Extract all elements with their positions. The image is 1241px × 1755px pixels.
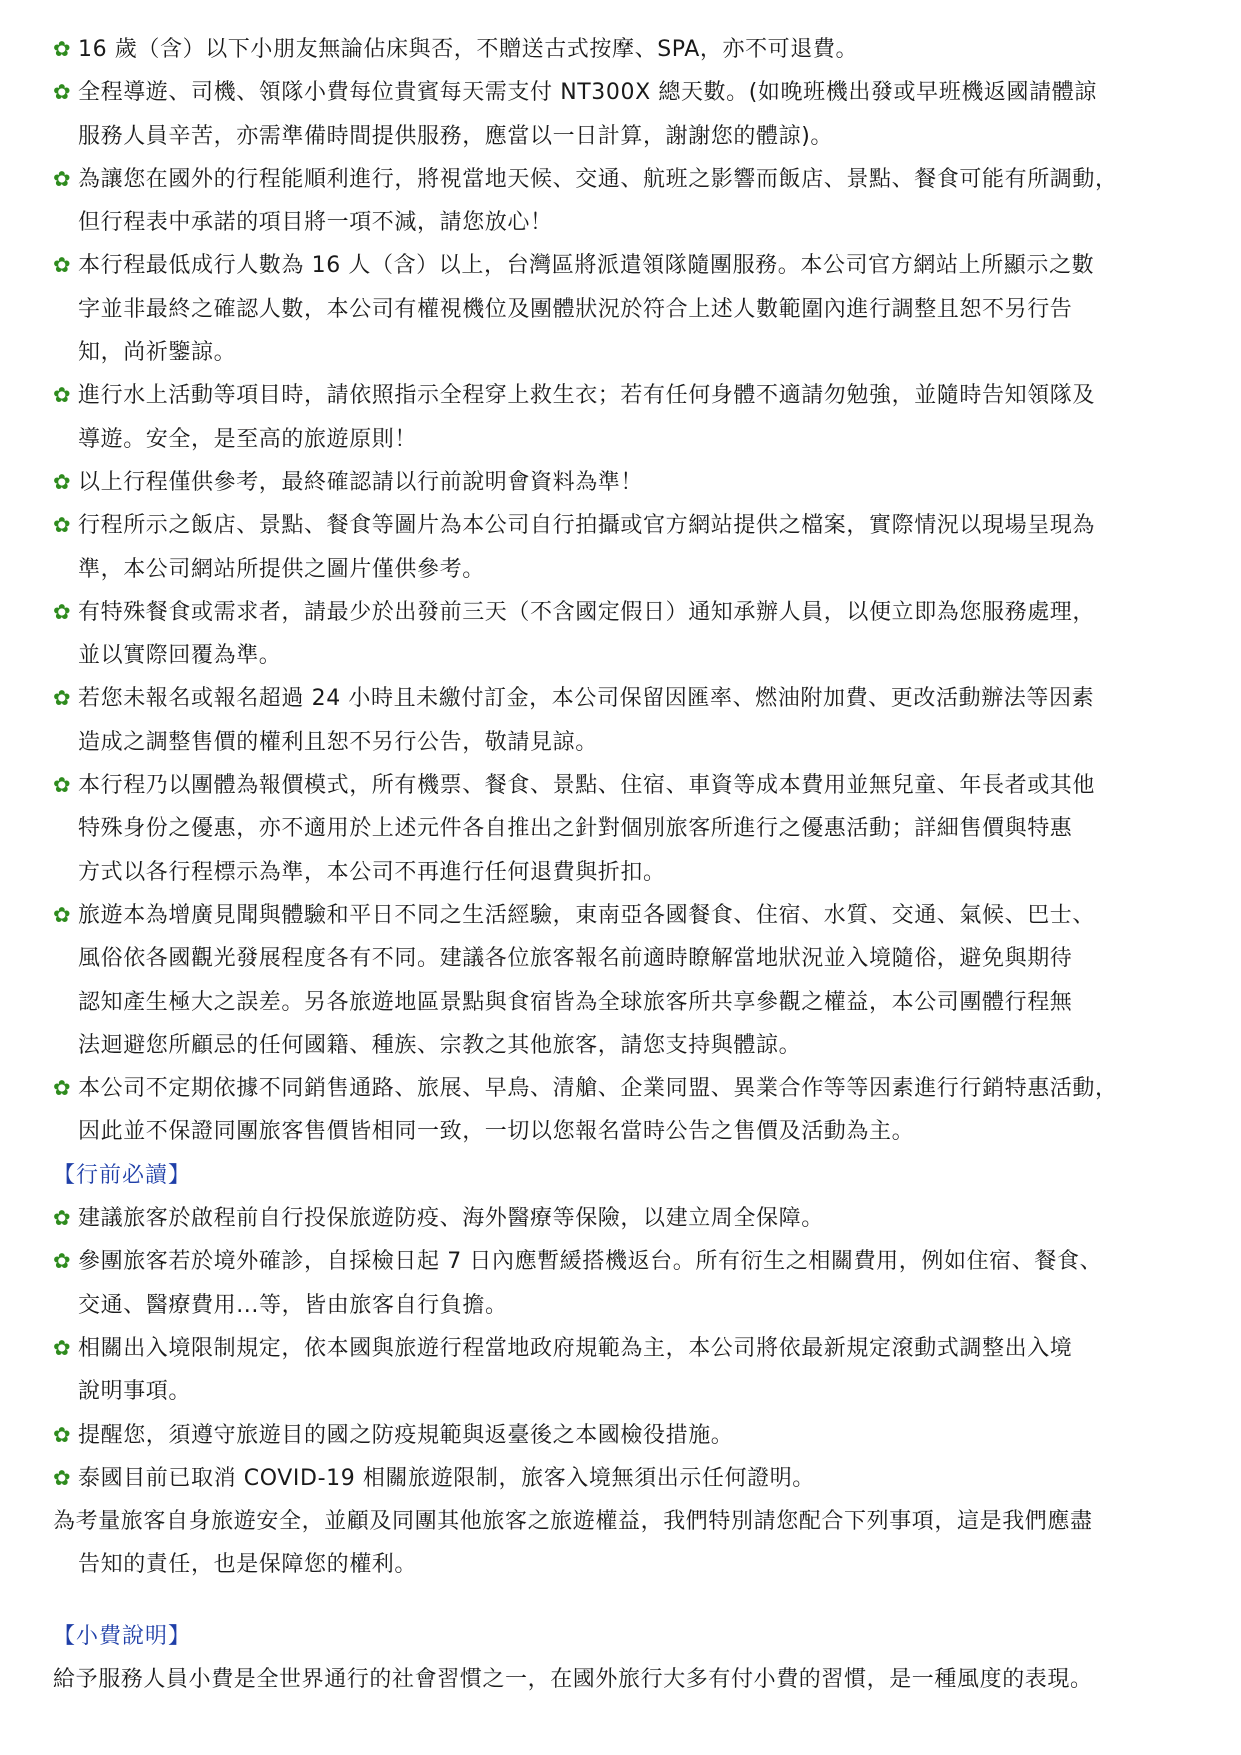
flower-bullet-icon: ✿ (53, 686, 71, 711)
notes-list (53, 28, 1193, 1154)
list-item: ✿ 旅遊本為增廣見聞與體驗和平日不同之生活經驗，東南亞各國餐食、住宿、水質、交通、氣候、巴士、 風俗依各國觀光發展程度各有不同。建議各位旅客報名前適時瞭解當地狀況並入境隨俗，避免與期待 認知產生極大之誤差。另各旅遊地區景點與食宿皆為全球旅客所共享參觀之權益，本公司團體行程無 法迴避您所顧忌的任何國籍、種族、宗教之其他旅客，請您支持與體諒。 (53, 894, 1193, 1067)
list-item: ✿ 本行程最低成行人數為 16 人（含）以上，台灣區將派遣領隊隨團服務。本公司官方網站上所顯示之數 字並非最終之確認人數，本公司有權視機位及團體狀況於符合上述人數範圍內進行調整且恕不另行告 知，尚祈鑒諒。 (53, 244, 1193, 374)
pre-departure-list (53, 1197, 1193, 1500)
flower-bullet-icon: ✿ (53, 1335, 71, 1360)
list-item: ✿ 提醒您，須遵守旅遊目的國之防疫規範與返臺後之本國檢役措施。 (53, 1414, 1193, 1457)
list-item: ✿ 16 歲（含）以下小朋友無論佔床與否，不贈送古式按摩、SPA，亦不可退費。 (53, 28, 1193, 71)
list-item: ✿ 參團旅客若於境外確診，自採檢日起 7 日內應暫緩搭機返台。所有衍生之相關費用，例如住宿、餐食、 交通、醫療費用...等，皆由旅客自行負擔。 (53, 1240, 1193, 1327)
flower-bullet-icon: ✿ (53, 599, 71, 624)
list-item: ✿ 泰國目前已取消 COVID-19 相關旅遊限制，旅客入境無須出示任何證明。 (53, 1457, 1193, 1500)
spacer (53, 1587, 1193, 1615)
list-item: ✿ 為讓您在國外的行程能順利進行，將視當地天候、交通、航班之影響而飯店、景點、餐食可能有所調動， 但行程表中承諾的項目將一項不減，請您放心！ (53, 158, 1193, 245)
tips-paragraph: 給予服務人員小費是全世界通行的社會習慣之一，在國外旅行大多有付小費的習慣，是一種風度的表現。 (53, 1666, 1093, 1692)
flower-bullet-icon: ✿ (53, 902, 71, 927)
flower-bullet-icon: ✿ (53, 1465, 71, 1490)
list-item: ✿ 有特殊餐食或需求者，請最少於出發前三天（不含國定假日）通知承辦人員，以便立即為您服務處理， 並以實際回覆為準。 (53, 591, 1193, 678)
flower-bullet-icon: ✿ (53, 513, 71, 538)
flower-bullet-icon: ✿ (53, 1249, 71, 1274)
flower-bullet-icon: ✿ (53, 383, 71, 408)
flower-bullet-icon: ✿ (53, 469, 71, 494)
list-item: ✿ 以上行程僅供參考，最終確認請以行前說明會資料為準！ (53, 461, 1193, 504)
flower-bullet-icon: ✿ (53, 166, 71, 191)
flower-bullet-icon: ✿ (53, 1206, 71, 1231)
list-item: ✿ 全程導遊、司機、領隊小費每位貴賓每天需支付 NT300X 總天數。(如晚班機出發或早班機返國請體諒 服務人員辛苦，亦需準備時間提供服務，應當以一日計算，謝謝您的體諒)。 (53, 71, 1193, 158)
list-item: ✿ 建議旅客於啟程前自行投保旅遊防疫、海外醫療等保險，以建立周全保障。 (53, 1197, 1193, 1240)
list-item: ✿ 相關出入境限制規定，依本國與旅遊行程當地政府規範為主，本公司將依最新規定滾動式調整出入境 說明事項。 (53, 1327, 1193, 1414)
list-item: ✿ 若您未報名或報名超過 24 小時且未繳付訂金，本公司保留因匯率、燃油附加費、更改活動辦法等因素 造成之調整售價的權利且恕不另行公告，敬請見諒。 (53, 677, 1193, 764)
list-item: ✿ 進行水上活動等項目時，請依照指示全程穿上救生衣；若有任何身體不適請勿勉強，並隨時告知領隊及 導遊。安全，是至高的旅遊原則！ (53, 374, 1193, 461)
list-item: ✿ 本行程乃以團體為報價模式，所有機票、餐食、景點、住宿、車資等成本費用並無兒童、年長者或其他 特殊身份之優惠，亦不適用於上述元件各自推出之針對個別旅客所進行之優惠活動；詳細售價與特惠 方式以各行程標示為準，本公司不再進行任何退費與折扣。 (53, 764, 1193, 894)
flower-bullet-icon: ✿ (53, 1422, 71, 1447)
tips-heading: 【小費說明】 (53, 1623, 192, 1649)
flower-bullet-icon: ✿ (53, 253, 71, 278)
list-item: ✿ 本公司不定期依據不同銷售通路、旅展、早鳥、清艙、企業同盟、異業合作等等因素進行行銷特惠活動， 因此並不保證同團旅客售價皆相同一致，一切以您報名當時公告之售價及活動為主。 (53, 1067, 1193, 1154)
flower-bullet-icon: ✿ (53, 37, 71, 61)
flower-bullet-icon: ✿ (53, 1076, 71, 1101)
pre-departure-heading: 【行前必讀】 (53, 1162, 192, 1188)
closing-paragraph: 為考量旅客自身旅遊安全，並顧及同團其他旅客之旅遊權益，我們特別請您配合下列事項，這是我們應盡 告知的責任，也是保障您的權利。 (53, 1509, 1093, 1578)
flower-bullet-icon: ✿ (53, 80, 71, 105)
list-item: ✿ 行程所示之飯店、景點、餐食等圖片為本公司自行拍攝或官方網站提供之檔案，實際情況以現場呈現為 準，本公司網站所提供之圖片僅供參考。 (53, 504, 1193, 591)
document-page (53, 28, 1193, 1701)
flower-bullet-icon: ✿ (53, 773, 71, 798)
